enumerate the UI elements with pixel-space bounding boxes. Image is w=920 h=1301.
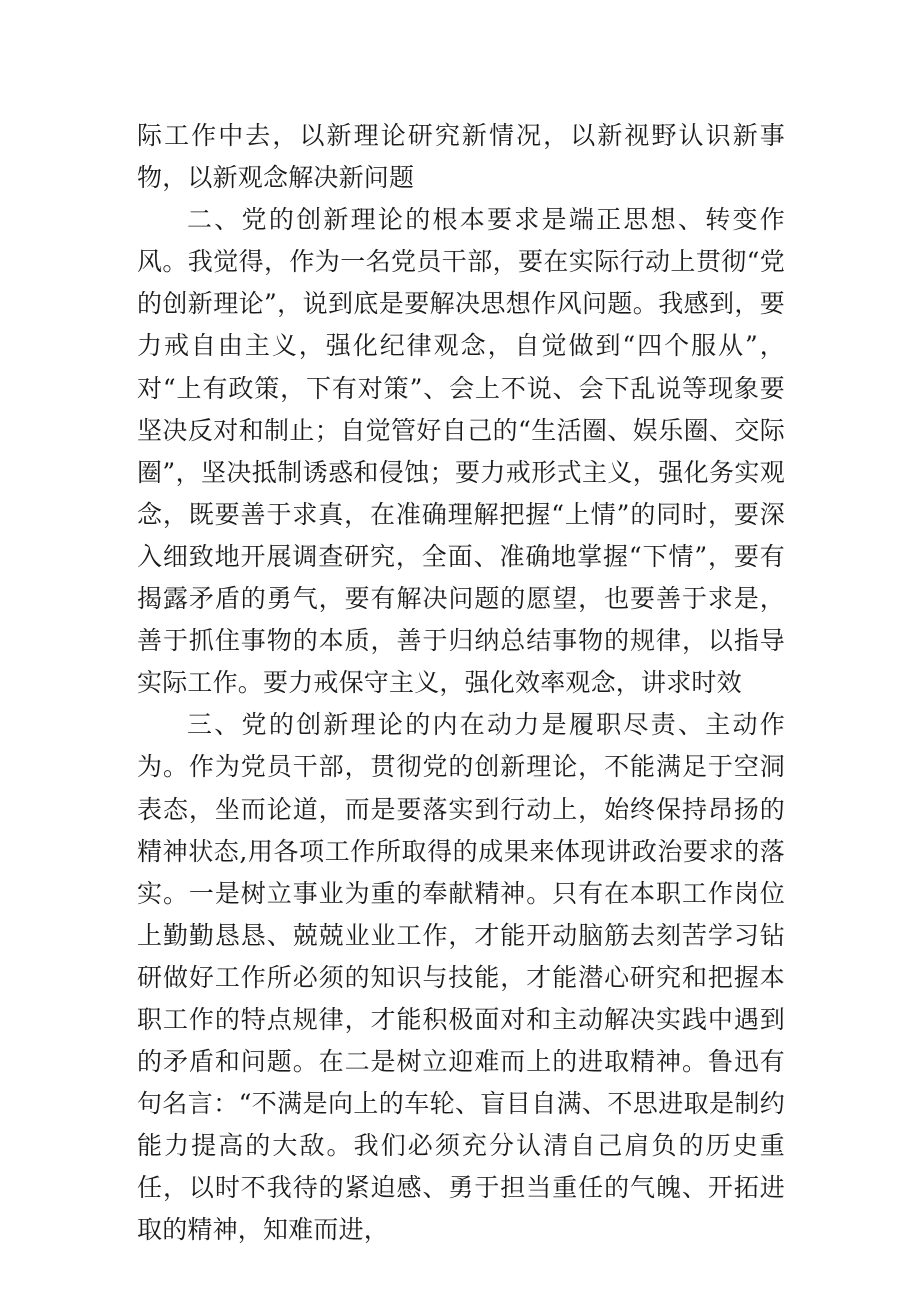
paragraph-continuation: 际工作中去，以新理论研究新情况，以新视野认识新事物，以新观念解决新问题 (137, 121, 785, 193)
paragraph-section-three: 三、党的创新理论的内在动力是履职尽责、主动作为。作为党员干部，贯彻党的创新理论，不能满足于空洞表态，坐而论道，而是要落实到行动上，始终保持昂扬的精神状态,用各项工作所取得的成果来体现讲政治要求的落实。一是树立事业为重的奉献精神。只有在本职工作岗位上勤勤恳恳、兢兢业业工作，才能开动脑筋去刻苦学习钻研做好工作所必须的知识与技能，才能潜心研究和把握本职工作的特点规律，才能积极面对和主动解决实践中遇到的矛盾和问题。在二是树立迎难而上的进取精神。鲁迅有句名言：“不满是向上的车轮、盲目自满、不思进取是制约能力提高的大敌。我们必须充分认清自己肩负的历史重任，以时不我待的紧迫感、勇于担当重任的气魄、开拓进取的精神，知难而进， (137, 710, 785, 1245)
paragraph-section-two: 二、党的创新理论的根本要求是端正思想、转变作风。我觉得，作为一名党员干部，要在实际行动上贯彻“党的创新理论”，说到底是要解决思想作风问题。我感到，要力戒自由主义，强化纪律观念，自觉做到“四个服从”，对“上有政策，下有对策”、会上不说、会下乱说等现象要坚决反对和制止；自觉管好自己的“生活圈、娱乐圈、交际圈”，坚决抵制诱惑和侵蚀；要力戒形式主义，强化务实观念，既要善于求真，在准确理解把握“上情”的同时，要深入细致地开展调查研究，全面、准确地掌握“下情”，要有揭露矛盾的勇气，要有解决问题的愿望，也要善于求是，善于抓住事物的本质，善于归纳总结事物的规律，以指导实际工作。要力戒保守主义，强化效率观念，讲求时效 (137, 205, 785, 698)
document-body (137, 115, 785, 1252)
